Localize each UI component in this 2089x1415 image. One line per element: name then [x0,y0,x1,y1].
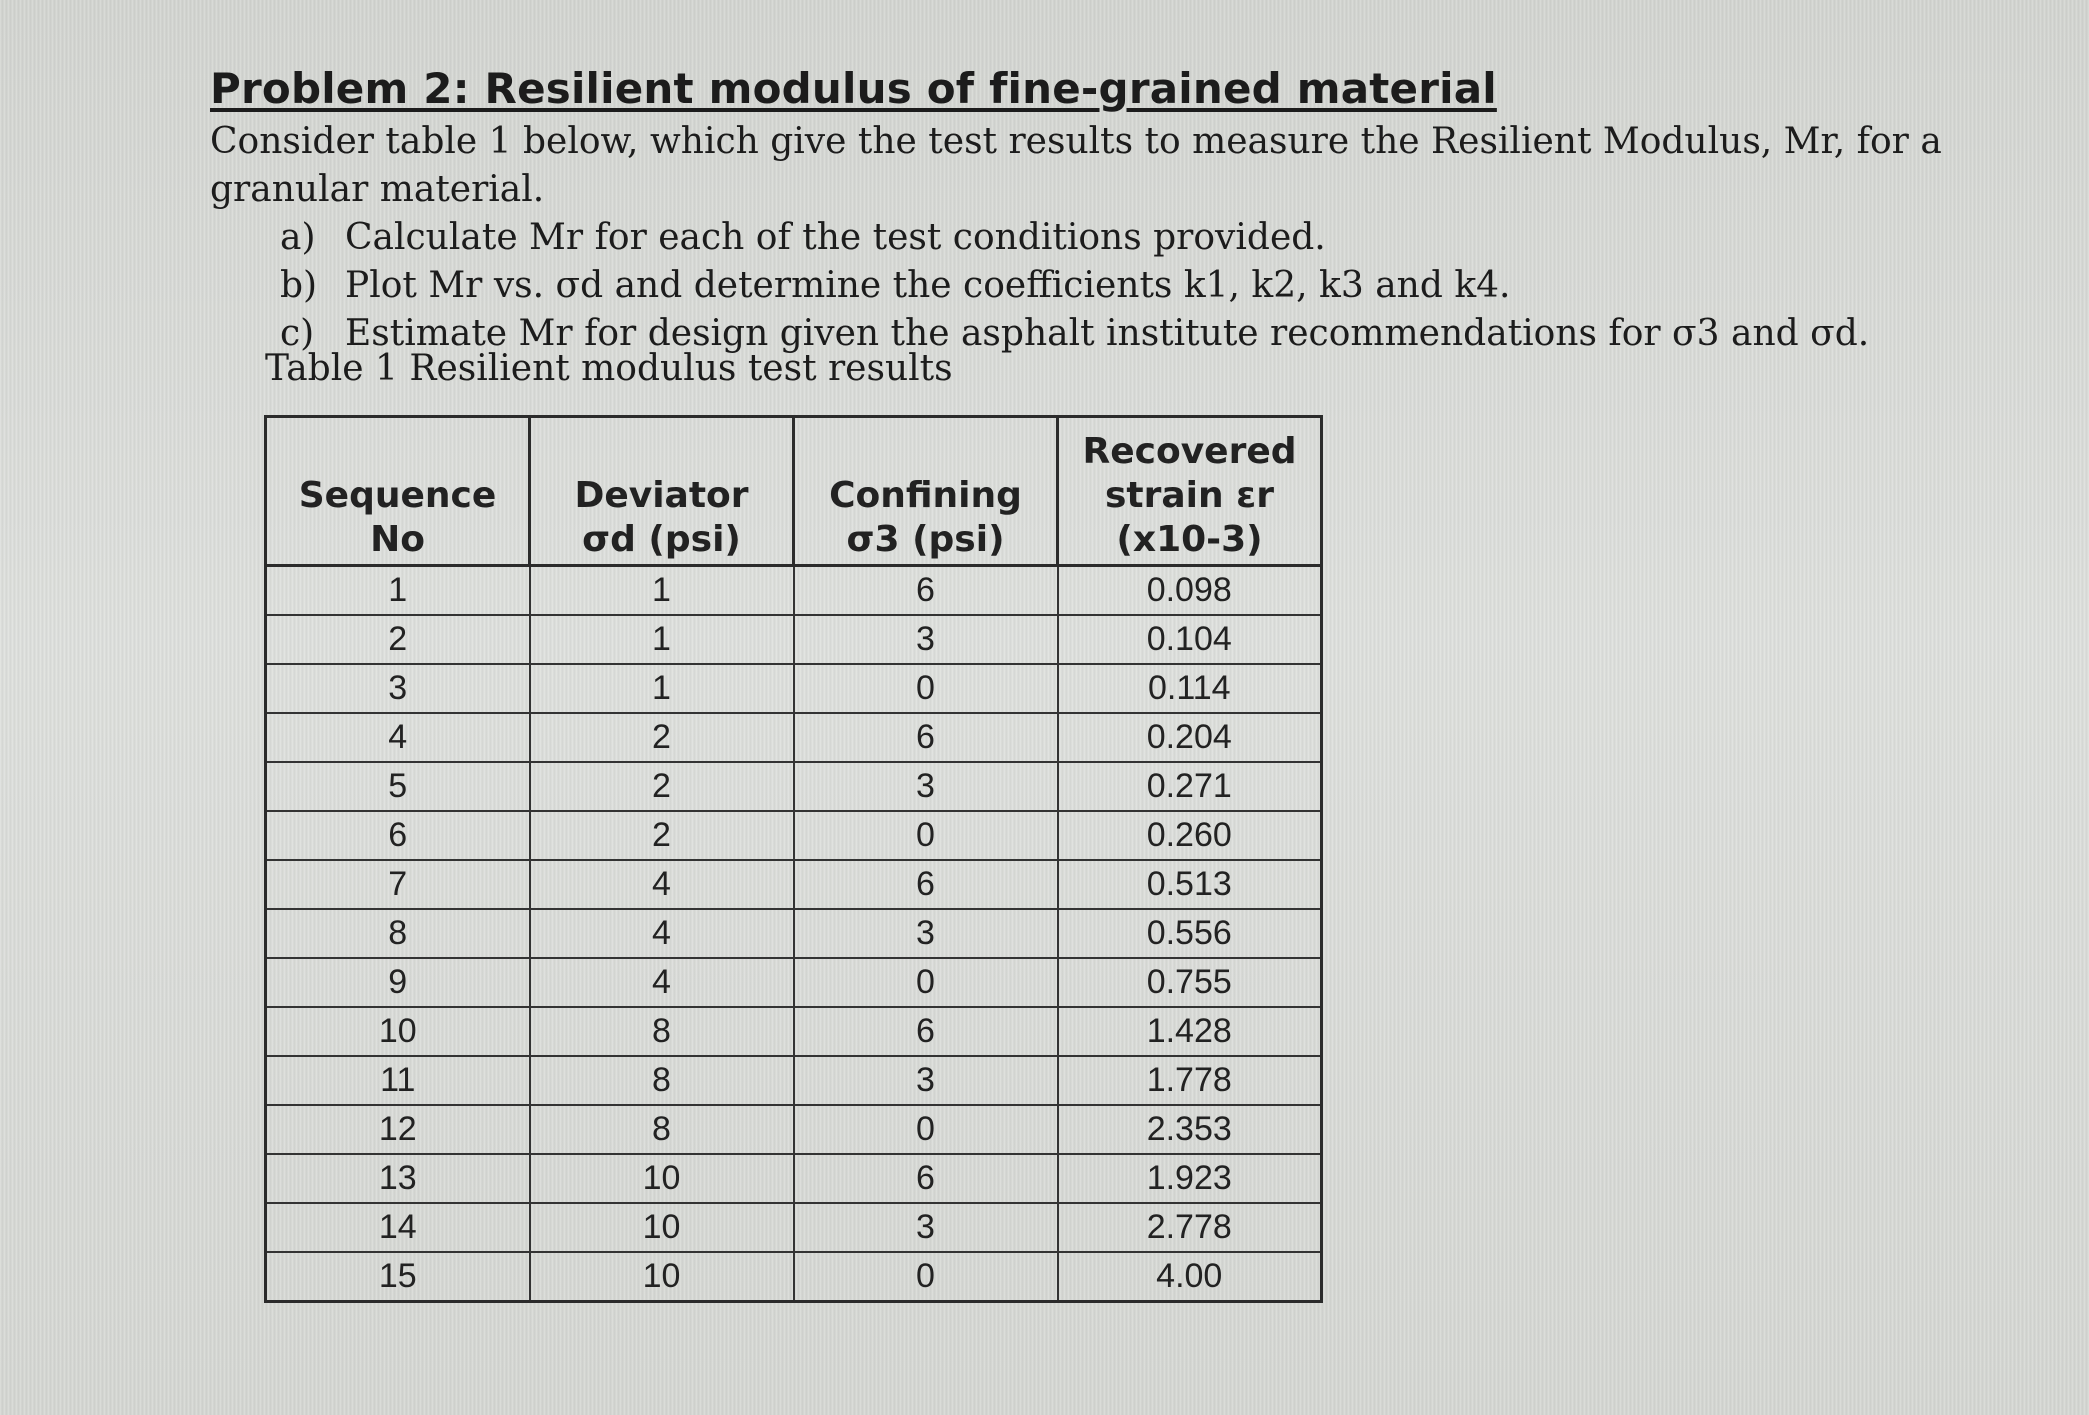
header-confining [794,417,1058,566]
task-text: Estimate Mr for design given the asphalt institute recommendations for σ3 and σd. [345,313,1870,354]
cell-sequence: 9 [266,958,530,1007]
cell-deviator: 2 [530,762,794,811]
cell-confining: 0 [794,811,1058,860]
cell-deviator: 4 [530,958,794,1007]
cell-deviator: 10 [530,1154,794,1203]
cell-deviator: 1 [530,664,794,713]
problem-intro: Consider table 1 below, which give the test results to measure the Resilient Modulus, Mr, for a granular material. [210,121,1942,210]
cell-strain: 2.353 [1058,1105,1322,1154]
cell-strain: 0.260 [1058,811,1322,860]
cell-strain: 1.923 [1058,1154,1322,1203]
cell-confining: 0 [794,664,1058,713]
task-list [210,214,2060,358]
cell-deviator: 4 [530,909,794,958]
table-row [266,615,1322,664]
cell-sequence: 11 [266,1056,530,1105]
cell-confining: 6 [794,713,1058,762]
table-row [266,713,1322,762]
cell-sequence: 14 [266,1203,530,1252]
cell-sequence: 2 [266,615,530,664]
cell-confining: 6 [794,1007,1058,1056]
cell-sequence: 8 [266,909,530,958]
table-row [266,909,1322,958]
header-line: σd (psi) [582,519,741,560]
task-item [210,214,2060,262]
results-table [264,415,1323,1303]
table-row [266,762,1322,811]
header-line: Confining [829,475,1022,516]
table-row [266,1154,1322,1203]
cell-strain: 0.513 [1058,860,1322,909]
table-row [266,1105,1322,1154]
table-row [266,1203,1322,1252]
cell-strain: 0.556 [1058,909,1322,958]
header-sequence [266,417,530,566]
header-line: Deviator [574,475,749,516]
cell-sequence: 7 [266,860,530,909]
header-line: Recovered [1082,431,1297,472]
cell-confining: 6 [794,566,1058,616]
cell-confining: 3 [794,1203,1058,1252]
cell-confining: 3 [794,762,1058,811]
table-row [266,664,1322,713]
header-deviator [530,417,794,566]
table-row [266,1007,1322,1056]
cell-strain: 0.098 [1058,566,1322,616]
cell-deviator: 10 [530,1252,794,1302]
task-item [210,262,2060,310]
cell-confining: 3 [794,615,1058,664]
header-line: σ3 (psi) [846,519,1005,560]
cell-strain: 0.104 [1058,615,1322,664]
cell-deviator: 8 [530,1056,794,1105]
table-header-row [266,417,1322,566]
cell-confining: 3 [794,1056,1058,1105]
table-row [266,1056,1322,1105]
task-text: Calculate Mr for each of the test conditions provided. [345,217,1326,258]
cell-confining: 3 [794,909,1058,958]
cell-sequence: 3 [266,664,530,713]
header-line: strain εr [1105,475,1274,516]
table-caption: Table 1 Resilient modulus test results [265,348,953,389]
cell-confining: 0 [794,958,1058,1007]
cell-deviator: 1 [530,566,794,616]
cell-sequence: 6 [266,811,530,860]
cell-sequence: 4 [266,713,530,762]
cell-sequence: 1 [266,566,530,616]
table-row [266,958,1322,1007]
cell-deviator: 8 [530,1105,794,1154]
cell-deviator: 2 [530,713,794,762]
header-line: Sequence [298,475,497,516]
problem-statement [210,62,2060,358]
cell-strain: 1.778 [1058,1056,1322,1105]
cell-confining: 6 [794,1154,1058,1203]
cell-sequence: 12 [266,1105,530,1154]
task-text: Plot Mr vs. σd and determine the coefficients k1, k2, k3 and k4. [345,265,1511,306]
task-label: b) [280,265,318,306]
cell-strain: 0.755 [1058,958,1322,1007]
cell-deviator: 4 [530,860,794,909]
cell-strain: 4.00 [1058,1252,1322,1302]
table-row [266,1252,1322,1302]
cell-strain: 0.271 [1058,762,1322,811]
header-line: (x10-3) [1116,519,1263,560]
cell-deviator: 1 [530,615,794,664]
cell-sequence: 15 [266,1252,530,1302]
cell-deviator: 10 [530,1203,794,1252]
header-line: No [370,519,425,560]
problem-title: Problem 2: Resilient modulus of fine-grained material [210,64,1497,113]
cell-strain: 2.778 [1058,1203,1322,1252]
cell-deviator: 2 [530,811,794,860]
cell-strain: 1.428 [1058,1007,1322,1056]
cell-strain: 0.204 [1058,713,1322,762]
cell-confining: 0 [794,1105,1058,1154]
cell-sequence: 10 [266,1007,530,1056]
cell-sequence: 5 [266,762,530,811]
task-label: c) [280,313,315,354]
cell-deviator: 8 [530,1007,794,1056]
task-label: a) [280,217,316,258]
table-row [266,860,1322,909]
header-recovered-strain [1058,417,1322,566]
cell-confining: 0 [794,1252,1058,1302]
table-row [266,811,1322,860]
cell-strain: 0.114 [1058,664,1322,713]
cell-confining: 6 [794,860,1058,909]
cell-sequence: 13 [266,1154,530,1203]
table-row [266,566,1322,616]
